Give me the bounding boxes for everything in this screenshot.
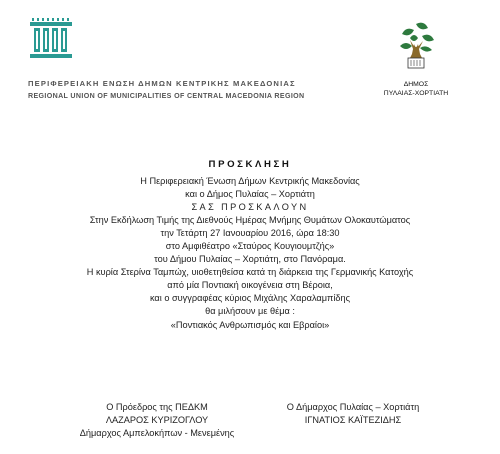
- invitation-body: [0, 175, 500, 332]
- body-line: από μία Ποντιακή οικογένεια στη Βέροια,: [167, 280, 333, 291]
- body-line: Στην Εκδήλωση Τιμής της Διεθνούς Ημέρας Μνήμης Θυμάτων Ολοκαυτώματος: [89, 215, 411, 226]
- body-line: Η Περιφερειακή Ένωση Δήμων Κεντρικής Μακεδονίας: [140, 176, 360, 186]
- right-organization-name: [366, 81, 466, 98]
- org-name-greek: ΠΕΡΙΦΕΡΕΙΑΚΗ ΕΝΩΣΗ ΔΗΜΩΝ ΚΕΝΤΡΙΚΗΣ ΜΑΚΕΔΟΝΙΑΣ: [28, 79, 296, 88]
- body-line: και ο Δήμος Πυλαίας – Χορτιάτη: [185, 189, 315, 200]
- signature-role: Ο Δήμαρχος Πυλαίας – Χορτιάτη: [286, 402, 420, 412]
- tree-logo-icon: [396, 20, 436, 80]
- signature-name: ΛΑΖΑΡΟΣ ΚΥΡΙΖΟΓΛΟΥ: [105, 415, 209, 426]
- body-line-topic: «Ποντιακός Ανθρωπισμός και Εβραίοι»: [170, 319, 330, 330]
- body-line-venue: στο Αμφιθέατρο «Σταύρος Κουγιουμτζής»: [165, 241, 335, 252]
- body-line-date: την Τετάρτη 27 Ιανουαρίου 2016, ώρα 18:30: [160, 228, 340, 239]
- left-organization-name: [28, 79, 348, 101]
- body-line: Η κυρία Στερίνα Ταμπώχ, υιοθετηθείσα κατά τη διάρκεια της Γερμανικής Κατοχής: [86, 267, 414, 278]
- signature-name: ΙΓΝΑΤΙΟΣ ΚΑΪΤΕΖΙΔΗΣ: [304, 415, 402, 426]
- signature-role: Ο Πρόεδρος της ΠΕΔΚΜ: [106, 402, 208, 412]
- invitation-title: ΠΡΟΣΚΛΗΣΗ: [208, 159, 292, 170]
- body-line-invite: ΣΑΣ ΠΡΟΣΚΑΛΟΥΝ: [191, 202, 309, 213]
- org-name-english: REGIONAL UNION OF MUNICIPALITIES OF CENTRAL MACEDONIA REGION: [28, 92, 305, 100]
- body-line: θα μιλήσουν με θέμα :: [205, 306, 295, 317]
- municipality-label: ΔΗΜΟΣ: [403, 81, 429, 88]
- signature-right: [258, 401, 448, 427]
- signature-title: Δήμαρχος Αμπελοκήπων - Μενεμένης: [79, 428, 235, 439]
- body-line: του Δήμου Πυλαίας – Χορτιάτη, στο Πανόραμα.: [154, 254, 346, 265]
- pedkm-columns-logo-icon: [28, 18, 76, 62]
- signature-left: [62, 401, 252, 441]
- body-line: και ο συγγραφέας κύριος Μιχάλης Χαραλαμπίδης: [149, 293, 351, 304]
- municipality-name: ΠΥΛΑΙΑΣ-ΧΟΡΤΙΑΤΗ: [383, 89, 449, 97]
